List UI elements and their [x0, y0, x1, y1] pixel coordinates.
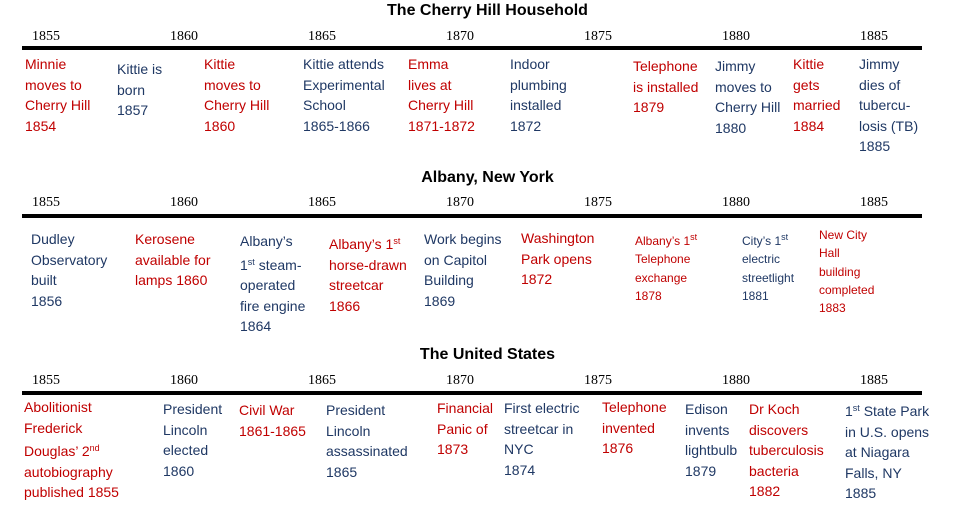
year-label: 1875 — [584, 373, 612, 388]
event-item: Dr Koch discovers tuberculosis bacteria 1882 — [749, 401, 824, 499]
event-item: Dudley Observatory built 1856 — [31, 231, 108, 309]
year-label: 1865 — [308, 195, 336, 210]
event-item: President Lincoln assassinated 1865 — [326, 402, 408, 480]
section-title-us: The United States — [419, 346, 556, 363]
event-item: Minnie moves to Cherry Hill 1854 — [25, 56, 91, 134]
year-label: 1885 — [860, 195, 888, 210]
event-item: Albany’s 1st steam- operated fire engine 1864 — [240, 233, 306, 334]
event-item: First electric streetcar in NYC 1874 — [504, 400, 580, 478]
event-item: Washington Park opens 1872 — [521, 230, 595, 287]
event-item: Kittie gets married 1884 — [793, 56, 841, 134]
event-item: Albany’s 1st Telephone exchange 1878 — [635, 232, 698, 303]
year-label: 1875 — [584, 195, 612, 210]
event-item: New City Hall building completed 1883 — [819, 228, 875, 316]
event-item: Kittie is born 1857 — [117, 61, 163, 118]
event-item: Indoor plumbing installed 1872 — [510, 56, 567, 134]
event-item: Kittie attends Experimental School 1865-1866 — [303, 56, 385, 134]
section-title-albany: Albany, New York — [421, 169, 554, 186]
year-label: 1855 — [32, 373, 60, 388]
event-item: Edison invents lightbulb 1879 — [685, 401, 738, 479]
year-label: 1880 — [722, 195, 750, 210]
year-label: 1865 — [308, 373, 336, 388]
event-item: Abolitionist Frederick Douglas’ 2nd autobiography published 1855 — [24, 399, 119, 500]
section-title-household: The Cherry Hill Household — [387, 2, 588, 19]
year-label: 1870 — [446, 195, 474, 210]
timeline-axis — [22, 214, 922, 218]
timeline-axis — [22, 391, 922, 395]
event-item: Civil War 1861-1865 — [239, 402, 306, 439]
event-item: 1st State Park in U.S. opens at Niagara Falls, NY 1885 — [845, 403, 930, 501]
year-label: 1855 — [32, 29, 60, 44]
year-label: 1860 — [170, 29, 198, 44]
year-label: 1885 — [860, 373, 888, 388]
event-item: Telephone is installed 1879 — [633, 58, 699, 115]
event-item: City’s 1st electric streetlight 1881 — [742, 232, 795, 303]
year-label: 1860 — [170, 373, 198, 388]
event-item: Telephone invented 1876 — [602, 399, 667, 456]
year-label: 1855 — [32, 195, 60, 210]
year-label: 1885 — [860, 29, 888, 44]
event-item: Work begins on Capitol Building 1869 — [424, 231, 502, 309]
year-label: 1865 — [308, 29, 336, 44]
year-label: 1875 — [584, 29, 612, 44]
event-item: Jimmy moves to Cherry Hill 1880 — [715, 58, 781, 136]
event-item: Kerosene available for lamps 1860 — [135, 231, 211, 288]
event-item: Emma lives at Cherry Hill 1871-1872 — [408, 56, 475, 134]
year-label: 1880 — [722, 373, 750, 388]
event-item: Jimmy dies of tubercu- losis (TB) 1885 — [859, 56, 919, 154]
year-label: 1860 — [170, 195, 198, 210]
event-item: Financial Panic of 1873 — [437, 400, 494, 457]
event-item: Albany’s 1st horse-drawn streetcar 1866 — [329, 236, 407, 314]
event-item: President Lincoln elected 1860 — [163, 401, 223, 479]
year-label: 1880 — [722, 29, 750, 44]
year-label: 1870 — [446, 29, 474, 44]
timeline-axis — [22, 46, 922, 50]
year-label: 1870 — [446, 373, 474, 388]
event-item: Kittie moves to Cherry Hill 1860 — [204, 56, 270, 134]
